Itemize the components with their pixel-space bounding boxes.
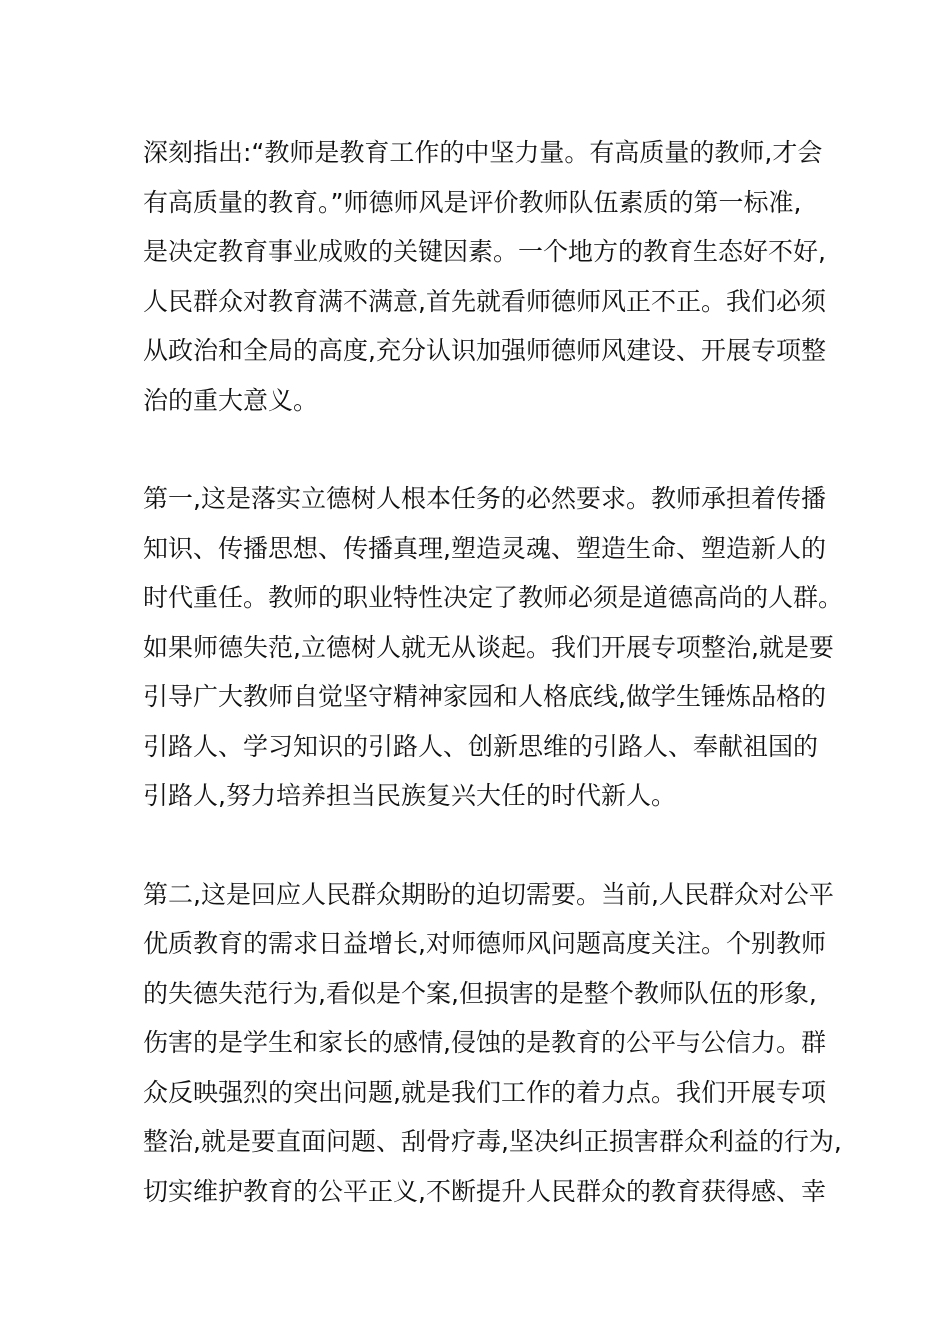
text-line: 引导广大教师自觉坚守精神家园和人格底线,做学生锤炼品格的: [143, 682, 826, 711]
text-line: 优质教育的需求日益增长,对师德师风问题高度关注。个别教师: [143, 929, 826, 958]
paragraph-second: [143, 870, 842, 1217]
text-line: 的失德失范行为,看似是个案,但损害的是整个教师队伍的形象,: [143, 978, 817, 1008]
text-line: 第二,这是回应人民群众期盼的迫切需要。当前,人民群众对公平: [143, 879, 834, 909]
text-line: 众反映强烈的突出问题,就是我们工作的着力点。我们开展专项: [143, 1077, 826, 1107]
text-line: 伤害的是学生和家长的感情,侵蚀的是教育的公平与公信力。群: [143, 1028, 826, 1057]
text-line: 引路人、学习知识的引路人、创新思维的引路人、奉献祖国的: [143, 731, 819, 761]
text-line: 深刻指出:“教师是教育工作的中坚力量。有高质量的教师,才会: [143, 138, 823, 167]
text-line: 从政治和全局的高度,充分认识加强师德师风建设、开展专项整: [143, 336, 826, 365]
text-line: 有高质量的教育。”师德师风是评价教师队伍素质的第一标准,: [143, 187, 802, 217]
text-line: 人民群众对教育满不满意,首先就看师德师风正不正。我们必须: [143, 286, 826, 316]
text-line: 整治,就是要直面问题、刮骨疗毒,坚决纠正损害群众利益的行为,: [143, 1127, 842, 1156]
text-line: 如果师德失范,立德树人就无从谈起。我们开展专项整治,就是要: [143, 632, 834, 662]
text-line: 引路人,努力培养担当民族复兴大任的时代新人。: [143, 781, 676, 810]
paragraph-first: [143, 474, 844, 821]
text-line: 第一,这是落实立德树人根本任务的必然要求。教师承担着传播: [143, 484, 826, 513]
text-line: 时代重任。教师的职业特性决定了教师必须是道德高尚的人群。: [143, 583, 844, 612]
text-line: 切实维护教育的公平正义,不断提升人民群众的教育获得感、幸: [143, 1176, 826, 1206]
text-line: 治的重大意义。: [143, 385, 319, 415]
document-body: [143, 128, 844, 1265]
text-line: 是决定教育事业成败的关键因素。一个地方的教育生态好不好,: [143, 237, 826, 266]
text-line: 知识、传播思想、传播真理,塑造灵魂、塑造生命、塑造新人的: [143, 533, 826, 563]
paragraph-intro: [143, 128, 826, 425]
